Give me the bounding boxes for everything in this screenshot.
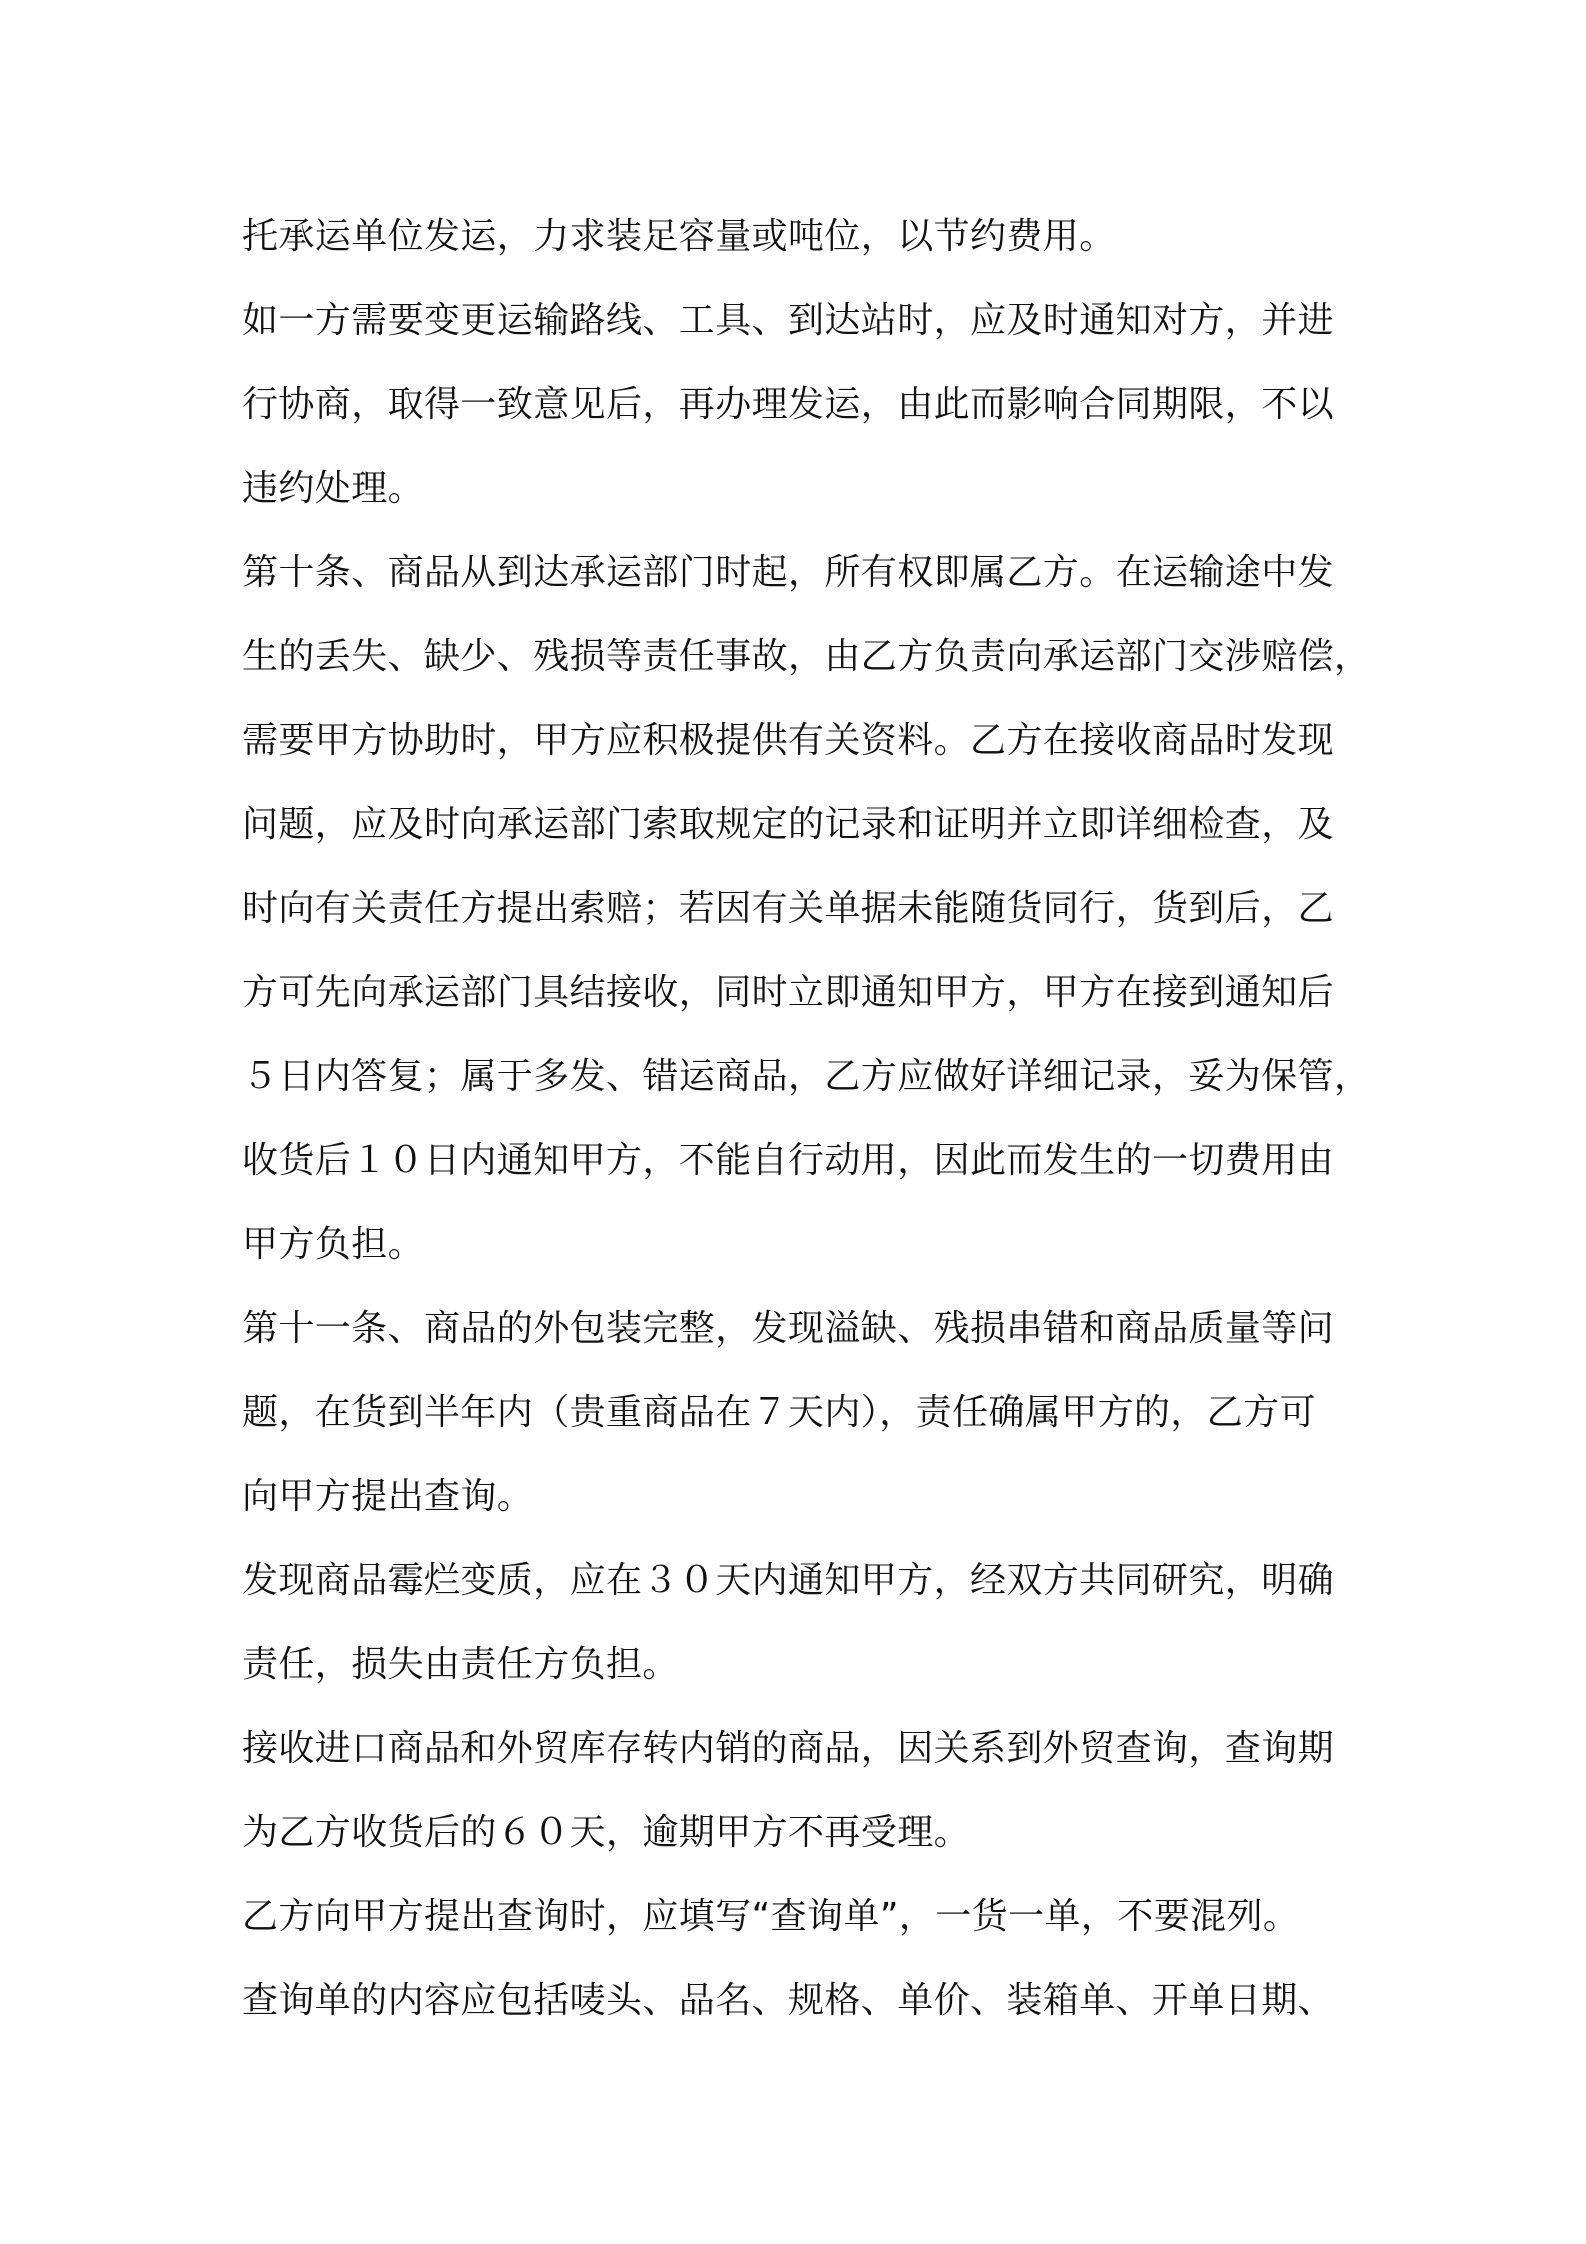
text-line: 如一方需要变更运输路线、工具、到达站时，应及时通知对方，并进 — [242, 300, 1335, 341]
text-line: 行协商，取得一致意见后，再办理发运，由此而影响合同期限，不以 — [242, 384, 1335, 425]
text-line: 第十一条、商品的外包装完整，发现溢缺、残损串错和商品质量等问 — [242, 1308, 1335, 1349]
text-line: 责任，损失由责任方负担。 — [242, 1644, 679, 1685]
text-line: 向甲方提出查询。 — [242, 1476, 534, 1517]
text-line: 违约处理。 — [242, 468, 425, 509]
text-line: 生的丢失、缺少、残损等责任事故，由乙方负责向承运部门交涉赔偿， — [242, 636, 1371, 677]
text-line: 接收进口商品和外贸库存转内销的商品，因关系到外贸查询，查询期 — [242, 1728, 1335, 1769]
text-line: 发现商品霉烂变质，应在３０天内通知甲方，经双方共同研究，明确 — [242, 1560, 1335, 1601]
text-line: 托承运单位发运，力求装足容量或吨位，以节约费用。 — [242, 216, 1116, 257]
text-line: 方可先向承运部门具结接收，同时立即通知甲方，甲方在接到通知后 — [242, 972, 1335, 1013]
document-body — [242, 195, 1371, 2043]
text-line: 查询单的内容应包括唛头、品名、规格、单价、装箱单、开单日期、 — [242, 1980, 1335, 2021]
text-line: 收货后１０日内通知甲方，不能自行动用，因此而发生的一切费用由 — [242, 1140, 1335, 1181]
text-line: 为乙方收货后的６０天，逾期甲方不再受理。 — [242, 1812, 971, 1853]
text-line: 乙方向甲方提出查询时，应填写“查询单”，一货一单，不要混列。 — [242, 1896, 1300, 1937]
text-line: 需要甲方协助时，甲方应积极提供有关资料。乙方在接收商品时发现 — [242, 720, 1335, 761]
text-line: 时向有关责任方提出索赔；若因有关单据未能随货同行，货到后，乙 — [242, 888, 1335, 929]
text-line: 第十条、商品从到达承运部门时起，所有权即属乙方。在运输途中发 — [242, 552, 1335, 593]
text-line: 问题，应及时向承运部门索取规定的记录和证明并立即详细检查，及 — [242, 804, 1335, 845]
text-line: 甲方负担。 — [242, 1224, 425, 1265]
text-line: 题，在货到半年内（贵重商品在７天内），责任确属甲方的，乙方可 — [242, 1392, 1317, 1433]
text-line: ５日内答复；属于多发、错运商品，乙方应做好详细记录，妥为保管， — [242, 1056, 1371, 1097]
